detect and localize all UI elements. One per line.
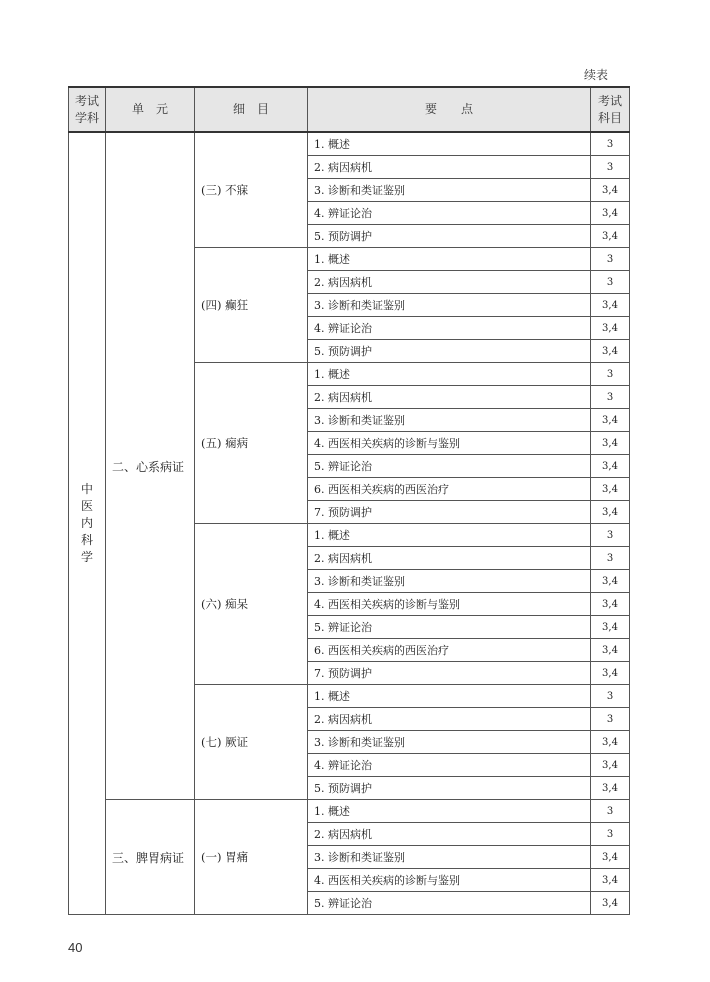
unit-cell: 三、脾胃病证 [106,800,195,915]
exam-cell: 3,4 [591,777,630,800]
point-cell: 2. 病因病机 [308,386,591,409]
exam-cell: 3 [591,547,630,570]
exam-cell: 3,4 [591,869,630,892]
detail-cell: (七) 厥证 [195,685,308,800]
point-cell: 1. 概述 [308,685,591,708]
point-cell: 5. 辨证论治 [308,616,591,639]
point-cell: 3. 诊断和类证鉴别 [308,846,591,869]
point-cell: 4. 西医相关疾病的诊断与鉴别 [308,432,591,455]
exam-cell: 3,4 [591,892,630,915]
point-cell: 4. 西医相关疾病的诊断与鉴别 [308,869,591,892]
exam-cell: 3,4 [591,593,630,616]
detail-cell: (四) 癫狂 [195,248,308,363]
point-cell: 2. 病因病机 [308,708,591,731]
exam-cell: 3 [591,386,630,409]
point-cell: 5. 预防调护 [308,225,591,248]
exam-cell: 3,4 [591,616,630,639]
exam-cell: 3,4 [591,202,630,225]
point-cell: 4. 西医相关疾病的诊断与鉴别 [308,593,591,616]
subject-label: 中医内科学 [80,482,93,564]
exam-cell: 3 [591,132,630,156]
point-cell: 1. 概述 [308,524,591,547]
exam-cell: 3 [591,156,630,179]
unit-cell: 二、心系病证 [106,132,195,800]
point-cell: 2. 病因病机 [308,271,591,294]
point-cell: 3. 诊断和类证鉴别 [308,294,591,317]
table-header-row [69,87,630,132]
header-points: 要 点 [308,87,591,132]
detail-cell: (一) 胃痛 [195,800,308,915]
point-cell: 1. 概述 [308,132,591,156]
point-cell: 1. 概述 [308,248,591,271]
point-cell: 3. 诊断和类证鉴别 [308,409,591,432]
exam-cell: 3,4 [591,432,630,455]
detail-cell: (六) 痴呆 [195,524,308,685]
exam-cell: 3,4 [591,846,630,869]
exam-cell: 3,4 [591,225,630,248]
exam-cell: 3,4 [591,455,630,478]
point-cell: 4. 辨证论治 [308,202,591,225]
exam-cell: 3 [591,363,630,386]
exam-cell: 3,4 [591,478,630,501]
point-cell: 2. 病因病机 [308,156,591,179]
detail-cell: (三) 不寐 [195,132,308,248]
exam-cell: 3,4 [591,639,630,662]
point-cell: 3. 诊断和类证鉴别 [308,731,591,754]
exam-cell: 3,4 [591,340,630,363]
header-subject: 考试 学科 [69,87,106,132]
table-body [69,132,630,915]
point-cell: 4. 辨证论治 [308,317,591,340]
subject-cell [69,132,106,915]
exam-cell: 3,4 [591,731,630,754]
page-number: 40 [68,940,83,955]
point-cell: 3. 诊断和类证鉴别 [308,179,591,202]
point-cell: 3. 诊断和类证鉴别 [308,570,591,593]
exam-cell: 3 [591,708,630,731]
exam-cell: 3,4 [591,754,630,777]
point-cell: 1. 概述 [308,800,591,823]
exam-cell: 3,4 [591,501,630,524]
point-cell: 7. 预防调护 [308,501,591,524]
table-row [69,800,630,823]
header-unit: 单 元 [106,87,195,132]
exam-cell: 3,4 [591,317,630,340]
point-cell: 6. 西医相关疾病的西医治疗 [308,639,591,662]
syllabus-table [68,86,630,915]
exam-cell: 3 [591,248,630,271]
exam-cell: 3 [591,524,630,547]
point-cell: 7. 预防调护 [308,662,591,685]
exam-cell: 3 [591,800,630,823]
exam-cell: 3 [591,271,630,294]
header-detail: 细 目 [195,87,308,132]
point-cell: 5. 辨证论治 [308,455,591,478]
point-cell: 5. 辨证论治 [308,892,591,915]
exam-cell: 3,4 [591,662,630,685]
point-cell: 2. 病因病机 [308,547,591,570]
exam-cell: 3,4 [591,294,630,317]
table-row [69,132,630,156]
exam-cell: 3,4 [591,409,630,432]
header-exam: 考试 科目 [591,87,630,132]
continued-label: 续表 [583,68,608,82]
exam-cell: 3 [591,685,630,708]
exam-cell: 3,4 [591,179,630,202]
point-cell: 5. 预防调护 [308,777,591,800]
detail-cell: (五) 痫病 [195,363,308,524]
point-cell: 5. 预防调护 [308,340,591,363]
exam-cell: 3 [591,823,630,846]
point-cell: 6. 西医相关疾病的西医治疗 [308,478,591,501]
exam-cell: 3,4 [591,570,630,593]
point-cell: 4. 辨证论治 [308,754,591,777]
point-cell: 2. 病因病机 [308,823,591,846]
point-cell: 1. 概述 [308,363,591,386]
